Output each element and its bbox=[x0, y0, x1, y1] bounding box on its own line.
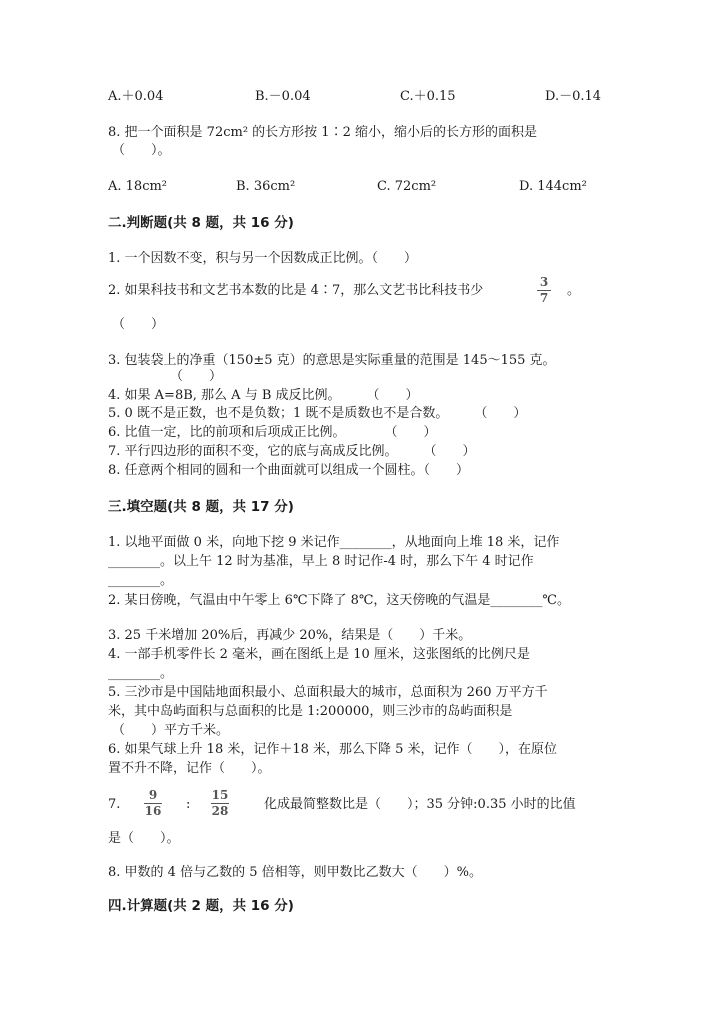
fill-q1-line2: ________。以上午 12 时为基准，早上 8 时记作-4 时，那么下午 4 时记作 bbox=[108, 554, 534, 569]
fraction-denominator: 7 bbox=[539, 291, 549, 305]
judge-q2-end: 。 bbox=[567, 283, 581, 298]
section-3-title: 三.填空题(共 8 题，共 17 分) bbox=[108, 499, 294, 515]
fill-q7-fraction-1 bbox=[144, 789, 162, 818]
fill-q7-text: 化成最简整数比是（ ）；35 分钟:0.35 小时的比值 bbox=[264, 797, 576, 812]
fill-q1-line3: ________。 bbox=[108, 573, 174, 588]
fill-q7-number: 7. bbox=[108, 797, 121, 812]
section-4-title: 四.计算题(共 2 题，共 16 分) bbox=[108, 898, 294, 914]
judge-q4: 4. 如果 A=8B, 那么 A 与 B 成反比例。 （ ） bbox=[108, 388, 419, 403]
judge-q2-fraction bbox=[537, 276, 551, 305]
fill-q6-line1: 6. 如果气球上升 18 米，记作＋18 米，那么下降 5 米，记作（ ），在原位 bbox=[108, 742, 558, 757]
judge-q8: 8. 任意两个相同的圆和一个曲面就可以组成一个圆柱。（ ） bbox=[108, 463, 470, 478]
fill-q5-line1: 5. 三沙市是中国陆地面积最小、总面积最大的城市，总面积为 260 万平方千 bbox=[108, 685, 548, 700]
judge-q6: 6. 比值一定，比的前项和后项成正比例。 （ ） bbox=[108, 425, 437, 440]
fill-q6-line2: 置不升不降，记作（ ）。 bbox=[108, 761, 271, 776]
question-8-answer-paren: （ ）。 bbox=[112, 143, 171, 158]
fraction-numerator: 9 bbox=[148, 788, 158, 802]
fraction-numerator: 3 bbox=[539, 275, 549, 289]
judge-q2-paren: （ ） bbox=[112, 317, 165, 332]
judge-q7: 7. 平行四边形的面积不变，它的底与高成反比例。 （ ） bbox=[108, 444, 476, 459]
fill-q1-line1: 1. 以地平面做 0 米，向地下挖 9 米记作________，从地面向上堆 18 米，记作 bbox=[108, 535, 560, 550]
q8-option-a[interactable]: A. 18cm² bbox=[108, 179, 168, 194]
fill-q7-line2: 是（ ）。 bbox=[108, 831, 180, 846]
q8-option-c[interactable]: C. 72cm² bbox=[377, 179, 437, 194]
option-b[interactable]: B.－0.04 bbox=[255, 89, 311, 104]
option-d[interactable]: D.－0.14 bbox=[545, 89, 602, 104]
judge-q3-paren: （ ） bbox=[170, 369, 223, 384]
judge-q3: 3. 包装袋上的净重（150±5 克）的意思是实际重量的范围是 145～155 克。 bbox=[108, 353, 556, 368]
fill-q4-line1: 4. 一部手机零件长 2 毫米，画在图纸上是 10 厘米，这张图纸的比例尺是 bbox=[108, 647, 530, 662]
fill-q2: 2. 某日傍晚，气温由中午零上 6℃下降了 8℃，这天傍晚的气温是________℃。 bbox=[108, 593, 570, 608]
judge-q1: 1. 一个因数不变，积与另一个因数成正比例。（ ） bbox=[108, 251, 418, 266]
fill-q5-line2: 米，其中岛屿面积与总面积的比是 1:200000，则三沙市的岛屿面积是 bbox=[108, 704, 513, 719]
fill-q7-fraction-2 bbox=[211, 789, 229, 818]
fill-q3: 3. 25 千米增加 20%后，再减少 20%，结果是（ ）千米。 bbox=[108, 628, 472, 643]
fill-q5-line3: （ ）平方千米。 bbox=[112, 723, 230, 738]
judge-q5: 5. 0 既不是正数，也不是负数；1 既不是质数也不是合数。 （ ） bbox=[108, 406, 527, 421]
fraction-denominator: 16 bbox=[144, 804, 162, 818]
q8-option-b[interactable]: B. 36cm² bbox=[236, 179, 296, 194]
fraction-numerator: 15 bbox=[211, 788, 229, 802]
section-2-title: 二.判断题(共 8 题，共 16 分) bbox=[108, 215, 294, 231]
judge-q2: 2. 如果科技书和文艺书本数的比是 4∶7，那么文艺书比科技书少 bbox=[108, 283, 484, 298]
q8-option-d[interactable]: D. 144cm² bbox=[519, 179, 587, 194]
fill-q4-line2: ________。 bbox=[108, 666, 174, 681]
fraction-denominator: 28 bbox=[211, 804, 229, 818]
fill-q7-colon: : bbox=[186, 797, 191, 812]
fill-q8: 8. 甲数的 4 倍与乙数的 5 倍相等，则甲数比乙数大（ ）%。 bbox=[108, 865, 482, 880]
option-a[interactable]: A.＋0.04 bbox=[108, 89, 164, 104]
option-c[interactable]: C.＋0.15 bbox=[400, 89, 456, 104]
question-8-text: 8. 把一个面积是 72cm² 的长方形按 1∶2 缩小，缩小后的长方形的面积是 bbox=[108, 125, 537, 140]
